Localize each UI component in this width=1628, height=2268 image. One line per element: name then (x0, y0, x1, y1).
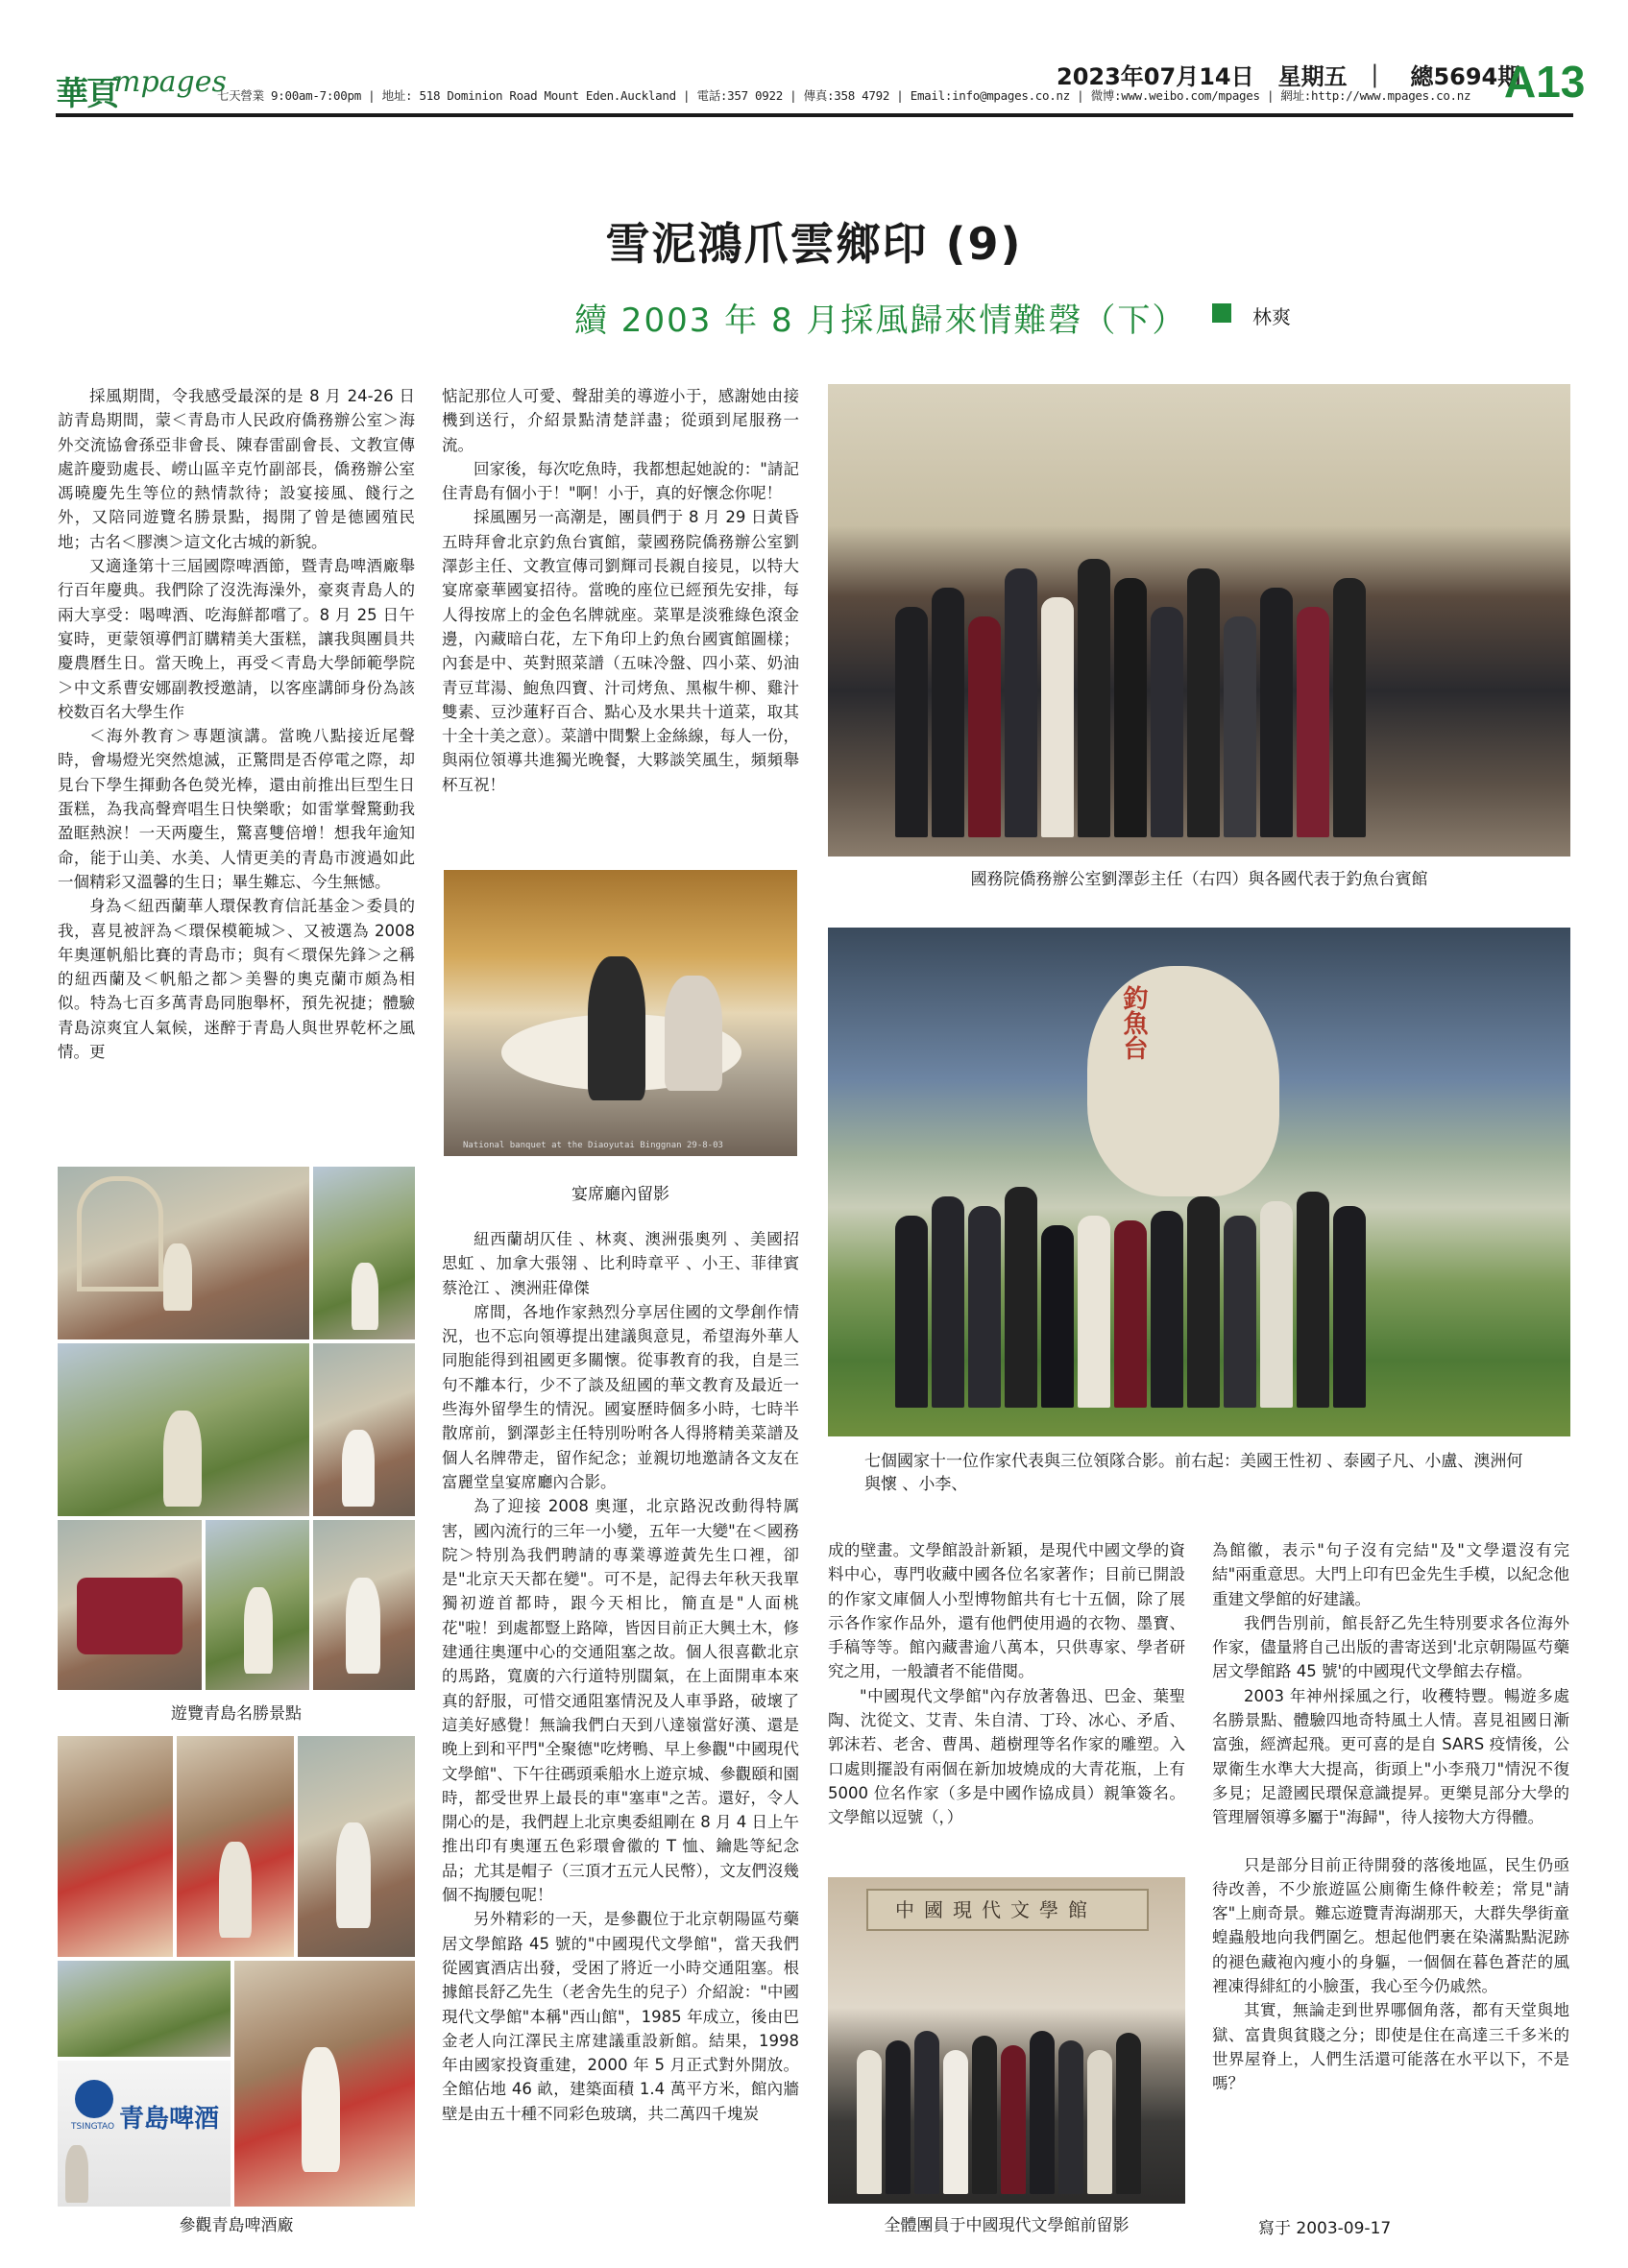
page-number: A13 (1504, 57, 1586, 107)
caption-banquet-hall: 宴席廳內留影 (571, 1185, 669, 1204)
photo-tsingtao-sign (58, 2061, 231, 2207)
paragraph: 採風團另一高潮是，團員們于 8 月 29 日黃昏五時拜會北京釣魚台賓館，蒙國務院僑務辦公室劉澤彭主任、文教宣傳司劉輝司長親自接見，以特大宴席豪華國宴招待。當晚的座位已經預先安排，每人得按席上的金色名牌就座。菜單是淡雅綠色滾金邊，內藏暗白花，左下角印上釣魚台國賓館圖樣；內套是中、英對照菜譜（五味冷盤、四小菜、奶油青豆茸湯、鮑魚四寶、汁司烤魚、黑椒牛柳、雞汁雙素、豆沙蓮籽百合、點心及水果共十道菜，取其十全十美之意）。菜譜中間繫上金絲線，每人一份，與兩位領導共進獨光晚餐，大夥談笑風生，頻頻舉杯互祝！ (442, 508, 799, 794)
photo-street (313, 1167, 415, 1339)
photo-flowers (234, 1961, 415, 2207)
photo-garden-group (828, 928, 1570, 1436)
photo-brewery-hall (298, 1736, 415, 1957)
photo-museum-group (828, 1877, 1185, 2204)
column-1 (58, 384, 415, 1064)
dateline: 2023年07月14日 星期五 ｜ 總5694期 (1057, 63, 1521, 90)
caption-garden-group: 七個國家十一位作家代表與三位領隊合影。前右起：美國王性初 、泰國子凡、小盧、澳洲何與懷 、小李、 (864, 1452, 1523, 1494)
paragraph: 我們告別前，館長舒乙先生特別要求各位海外作家，儘量將自己出版的書寄送到'北京朝陽區芍藥居文學館路 45 號'的中國現代文學館去存檔。 (1212, 1613, 1569, 1681)
column-2-bottom (442, 1227, 799, 2126)
paragraph: 為館徽，表示"句子沒有完結"及"文學還沒有完結"兩重意思。大門上印有巴金先生手模，以紀念他重建文學館的好建議。 (1212, 1541, 1569, 1608)
paragraph: 席間，各地作家熱烈分享居住國的文學創作情況，也不忘向領導提出建議與意見，希望海外華人同胞能得到祖國更多關懷。從事教育的我，自是三句不離本行，少不了談及紐國的華文教育及最近一些海外留學生的情況。國宴歷時個多小時，七時半散席前，劉澤彭主任特別吩咐各人得將精美菜譜及個人名牌帶走，留作紀念；並親切地邀請各文友在富麗堂皇宴席廳內合影。 (442, 1302, 799, 1491)
photo-brewery-entrance (177, 1736, 294, 1957)
paragraph: 身為＜紐西蘭華人環保教育信託基金＞委員的我，喜見被評為＜環保模範城＞、又被選為 2008 年奧運帆船比賽的青島市；與有＜環保先鋒＞之稱的紐西蘭及＜帆船之都＞美譽的奧克蘭市頗為相似。特為七百多萬青島同胞舉杯，預先祝捷；體驗青島涼爽宜人氣候，迷醉于青島人與世界乾杯之風情。更 (58, 897, 415, 1062)
paragraph: 採風期間，令我感受最深的是 8 月 24-26 日訪青島期間，蒙＜青島市人民政府僑務辦公室＞海外交流協會孫亞非會長、陳春雷副會長、文教宣傳處許慶勁處長、嶗山區辛克竹副部長，僑務辦公室馮曉慶先生等位的熱情款待；設宴接風、餞行之外，又陪同遊覽名勝景點，揭開了曾是德國殖民地；古名＜膠澳＞這文化古城的新貌。 (58, 387, 415, 551)
qingdao-sights-collage (58, 1167, 415, 1690)
banquet-photo-label: National banquet at the Diaoyutai Binggnan 29-8-03 (463, 1141, 723, 1150)
paragraph: 2003 年神州採風之行，收穫特豐。暢遊多處名勝景點、體驗四地奇特風土人情。喜見祖國日漸富強，經濟起飛。更可喜的是自 SARS 疫情後，公眾衛生水準大大提高，街頭上"小李飛刀"情況不復多見；足證國民環保意識提昇。更樂見部分大學的管理層領導多屬于"海歸"，待人接物大方得體。 (1212, 1686, 1569, 1827)
caption-diaoyutai-group: 國務院僑務辦公室劉澤彭主任（右四）與各國代表于釣魚台賓館 (970, 870, 1428, 889)
paragraph: 只是部分目前正待開發的落後地區，民生仍亟待改善，不少旅遊區公廁衛生條件較差；常見"請客"上廁奇景。難忘遊覽青海湖那天，大群失學街童蝗蟲般地向我們圍乞。想起他們裹在染滿點點泥跡的褪色藏袍內瘦小的身軀，一個個在暮色蒼茫的風裡凍得緋紅的小臉蛋，我心至今仍戚然。 (1212, 1855, 1569, 1996)
brewery-collage (58, 1736, 415, 2207)
photo-statue (313, 1520, 415, 1690)
photo-flower-car (58, 1520, 202, 1690)
paragraph: 回家後，每次吃魚時，我都想起她說的："請記住青島有個小于！"啊！小于，真的好懷念你呢！ (442, 459, 799, 503)
tsingtao-logo-text: 青島啤酒 (119, 2105, 220, 2134)
photo-banquet-hall (444, 870, 797, 1156)
paragraph: 其實，無論走到世界哪個角落，都有天堂與地獄、富貴與貧賤之分；即使是住在高達三千多米的世界屋脊上，人們生活還可能落在水平以下，不是嗎？ (1212, 2001, 1569, 2093)
caption-qingdao-brewery: 參觀青島啤酒廠 (179, 2216, 294, 2235)
header-rule (56, 113, 1573, 117)
contact-info: 七天營業 9:00am-7:00pm | 地址: 518 Dominion Road Mount Eden.Auckland | 電話:357 0922 | 傳真:358 4792 | Email:info@mpages.co.nz | 微博:www.weibo.com/mpages | 網址:http://www.mpages.co.nz (217, 88, 1471, 103)
logo-mark: 華頁 (56, 75, 117, 113)
rock-inscription: 釣魚台 (1119, 985, 1148, 1060)
photo-city-view (58, 1961, 231, 2057)
photo-hill-view (58, 1343, 309, 1516)
photo-tower (313, 1343, 415, 1516)
column-4 (1212, 1538, 1569, 2096)
museum-sign: 中國現代文學館 (895, 1898, 1097, 1921)
paragraph: 紐西蘭胡仄佳 、林爽、澳洲張奧列 、美國招思虹 、加拿大張翎 、比利時章平 、小王、菲律賓蔡沧江 、澳洲莊偉傑 (442, 1230, 799, 1297)
paragraph: 成的壁畫。文學館設計新穎，是現代中國文學的資料中心，專門收藏中國各位名家著作；目前已開設的作家文庫個人小型博物館共有七十五個，除了展示各作家作品外，還有他們使用過的衣物、墨寶、手稿等等。館內藏書逾八萬本，只供專家、學者研究之用，一般讀者不能借閱。 (828, 1541, 1185, 1681)
issue-number: 總5694期 (1410, 63, 1521, 90)
article-signoff: 寫于 2003-09-17 (1258, 2219, 1392, 2238)
photo-brewery-building (58, 1736, 173, 1957)
caption-museum-group: 全體團員于中國現代文學館前留影 (884, 2216, 1130, 2235)
paragraph: 另外精彩的一天，是參觀位于北京朝陽區芍藥居文學館路 45 號的"中國現代文學館"，當天我們從國賓酒店出發，受困了將近一小時交通阻塞。根據館長舒乙先生（老舍先生的兒子）介紹說："中國現代文學館"本稱"西山館"，1985 年成立，後由巴金老人向江澤民主席建議重設新館。結果，1998 年由國家投資重建，2000 年 5 月正式對外開放。全館佔地 46 畝，建築面積 1.4 萬平方米，館內牆壁是由五十種不同彩色玻璃，共二萬四千塊炭 (442, 1910, 799, 2123)
paragraph: 惦記那位人可愛、聲甜美的導遊小于，感謝她由接機到送行，介紹景點清楚詳盡；從頭到尾服務一流。 (442, 387, 799, 454)
paragraph: 又適逢第十三屆國際啤酒節，暨青島啤酒廠舉行百年慶典。我們除了沒洗海澡外，豪爽青島人的兩大享受：喝啤酒、吃海鮮都嚐了。8 月 25 日午宴時，更蒙領導們訂購精美大蛋糕，讓我與團員共慶農曆生日。當天晚上，再受＜青島大學師範學院＞中文系曹安娜副教授邀請，以客座講師身份為該校数百名大學生作 (58, 557, 415, 721)
tsingtao-small-text: TSINGTAO (71, 2122, 115, 2132)
article-title: 雪泥鴻爪雲鄉印 (9) (605, 218, 1023, 270)
photo-courtyard (58, 1167, 309, 1339)
column-2-top (442, 384, 799, 797)
paragraph: "中國現代文學館"內存放著魯迅、巴金、葉聖陶、沈從文、艾青、朱自清、丁玲、冰心、矛盾、郭沫若、老舍、曹禺、趙樹理等名作家的雕塑。入口處則擺設有兩個在新加坡燒成的大青花瓶，上有 5000 位名作家（多是中國作協成員）親筆簽名。文學館以逗號（，） (828, 1686, 1185, 1827)
issue-date: 2023年07月14日 (1057, 63, 1254, 90)
paragraph: ＜海外教育＞專題演講。當晚八點接近尾聲時，會場燈光突然熄滅，正驚問是否停電之際，却見台下學生揮動各色熒光棒，還由前推出巨型生日蛋糕，為我高聲齊唱生日快樂歌；如雷掌聲驚動我盈眶熱淚！一天两慶生，驚喜雙倍增！想我年逾知命，能于山美、水美、人情更美的青島市渡過如此一個精彩又溫馨的生日；畢生難忘、今生無憾。 (58, 727, 415, 891)
caption-qingdao-sights: 遊覽青島名勝景點 (171, 1704, 302, 1724)
author-marker-icon (1212, 303, 1231, 323)
logo-text: mpages (113, 65, 227, 99)
article-author: 林爽 (1252, 305, 1291, 328)
photo-diaoyutai-group (828, 384, 1570, 857)
column-3 (828, 1538, 1185, 1830)
paragraph: 為了迎接 2008 奧運，北京路況改動得特厲害，國內流行的三年一小變，五年一大變"在＜國務院＞特別為我們聘請的專業導遊黃先生口裡，卻是"北京天天都在變"。可不是，記得去年秋天我單獨初遊首都時，跟今天相比，簡直是"人面桃花"啦！到處都豎上路障，皆因目前正大興土木，修建通往奧運中心的交通阻塞之故。個人很喜歡北京的馬路，寬廣的六行道特別闊氣，在上面開車本來真的舒服，可惜交通阻塞情況及人車爭路，破壞了這美好感覺！無論我們白天到八達嶺當好漢、還是晚上到和平門"全聚德"吃烤鴨、早上參觀"中國現代文學館"、下午往碼頭乘船水上遊京城、參觀頤和園時，都受世界上最長的車"塞車"之苦。還好，令人開心的是，我們趕上北京奧委組剛在 8 月 4 日上午推出印有奧運五色彩環會徽的 T 恤、鑰匙等紀念品；尤其是帽子（三頂才五元人民幣），文友們沒幾個不掏腰包呢！ (442, 1497, 799, 1905)
photo-garden (206, 1520, 309, 1690)
issue-weekday: 星期五 (1277, 63, 1348, 90)
article-subtitle: 續 2003 年 8 月採風歸來情難磬（下） (574, 302, 1187, 340)
tsingtao-badge-icon (75, 2080, 113, 2118)
